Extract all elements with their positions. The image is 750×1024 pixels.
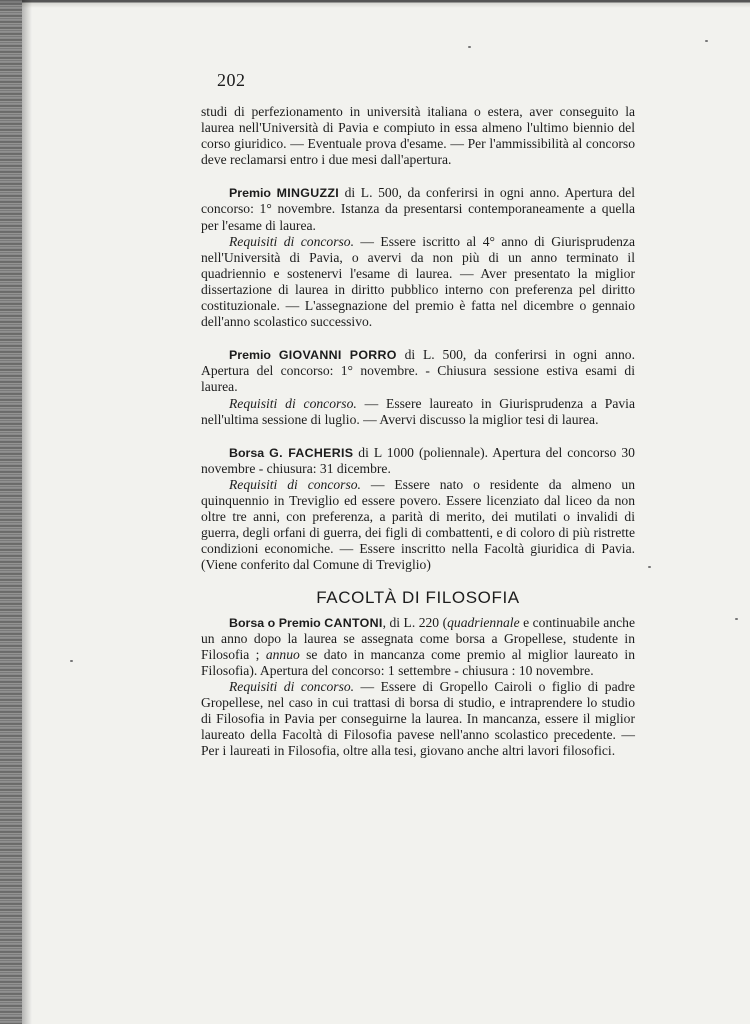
paper-speck — [735, 618, 738, 620]
entry-facheris — [201, 445, 635, 574]
entry-name: GIOVANNI PORRO — [278, 348, 397, 363]
requirements-label: Requisiti di concorso. — [229, 233, 354, 249]
entry-name: MINGUZZI — [276, 186, 339, 201]
entry-requirements-paragraph — [201, 396, 635, 428]
requirements-text: — Essere iscritto al 4° anno di Giurisprudenza nell'Università di Pavia, o avervi da non più di un anno terminato il quadriennio e sostenervi l'esame di laurea. — Aver presentato la miglior dissertazione di laurea in diritto pubblico interno con preferenza pel diritto costituzionale. — L'assegnazione del premio è fatta nel dicembre o gennaio dell'anno scolastico successivo. — [201, 233, 635, 330]
entry-text-part: , di L. 220 ( — [382, 614, 448, 630]
section-heading: FACOLTÀ DI FILOSOFIA — [316, 588, 520, 608]
entry-minguzzi — [201, 185, 635, 330]
continuation-paragraph: studi di perfezionamento in università italiana o estera, aver conseguito la laurea nell'Università di Pavia e compiuto in essa almeno l'ultimo biennio del corso giuridico. — Eventuale prova d'esame. — Per l'ammissibilità al concorso deve reclamarsi entro i due mesi dall'apertura. — [201, 104, 635, 168]
page-top-edge — [0, 0, 750, 8]
book-binding — [0, 0, 22, 1024]
entry-prefix: Premio — [229, 186, 272, 201]
entry-main-paragraph — [201, 347, 635, 395]
requirements-text: — Essere laureato in Giurisprudenza a Pavia nell'ultima sessione di luglio. — Avervi discusso la miglior tesi di laurea. — [201, 395, 635, 427]
requirements-text: — Essere nato o residente da almeno un quinquennio in Treviglio ed essere povero. Essere licenziato dal liceo da non oltre tre anni, con preferenza, a parità di merito, dei mutilati o invalidi di guerra, degli orfani di guerra, dei figli di combattenti, e di coloro di più ristrette condizioni economiche. — Essere inscritto nella Facoltà giuridica di Pavia. (Viene conferito dal Comune di Treviglio) — [201, 476, 636, 573]
entry-main-paragraph — [201, 615, 635, 679]
entry-italic-term: quadriennale — [447, 614, 520, 630]
entry-main-paragraph — [201, 445, 635, 477]
entry-main-text: di L 1000 (poliennale). Apertura del concorso 30 novembre - chiusura: 31 dicembre. — [201, 444, 635, 476]
entry-requirements-paragraph — [201, 477, 635, 574]
entry-main-text: di L. 500, da conferirsi in ogni anno. Apertura del concorso: 1° novembre. - Chiusura sessione estiva esami di laurea. — [201, 347, 635, 395]
entry-prefix: Premio — [229, 348, 272, 363]
entry-italic-term: annuo — [265, 646, 300, 662]
entry-main-paragraph — [201, 185, 635, 233]
page-body — [201, 104, 635, 759]
paper-speck — [70, 660, 73, 662]
entry-cantoni — [201, 615, 635, 760]
entry-text-part: e continuabile anche un anno dopo la laurea se assegnata come borsa a Gropellese, studente in Filosofia ; — [201, 614, 635, 662]
paper-speck — [648, 566, 651, 568]
entry-name: CANTONI — [324, 615, 383, 630]
paper-speck — [705, 40, 708, 42]
entry-main-text: di L. 500, da conferirsi in ogni anno. Apertura del concorso: 1° novembre. Istanza da presentarsi contemporaneamente a quella per l'esame di laurea. — [201, 185, 635, 233]
entry-prefix: Borsa o Premio — [229, 615, 321, 630]
paper-speck — [468, 46, 471, 48]
entry-text-part: se dato in mancanza come premio al miglior laureato in Filosofia). Apertura del concorso: 1 settembre - chiusura : 10 novembre. — [201, 646, 635, 678]
page-number: 202 — [217, 70, 246, 90]
requirements-label: Requisiti di concorso. — [229, 395, 357, 411]
requirements-label: Requisiti di concorso. — [229, 476, 361, 492]
binding-shadow — [22, 0, 32, 1024]
entry-requirements-paragraph — [201, 679, 635, 759]
entry-prefix: Borsa — [229, 445, 265, 460]
requirements-label: Requisiti di concorso. — [229, 678, 355, 694]
entry-requirements-paragraph — [201, 234, 635, 331]
requirements-text: — Essere di Gropello Cairoli o figlio di padre Gropellese, nel caso in cui trattasi di borsa di studio, e intraprendere lo studio di Filosofia in Pavia per conseguirne la laurea. In mancanza, essere il miglior laureato della Facoltà di Filosofia pavese nell'anno scolastico precedente. — Per i laureati in Filosofia, oltre alla tesi, giovano anche altri lavori filosofici. — [201, 678, 635, 759]
entry-name: G. FACHERIS — [269, 445, 354, 460]
entry-giovanni-porro — [201, 347, 635, 427]
